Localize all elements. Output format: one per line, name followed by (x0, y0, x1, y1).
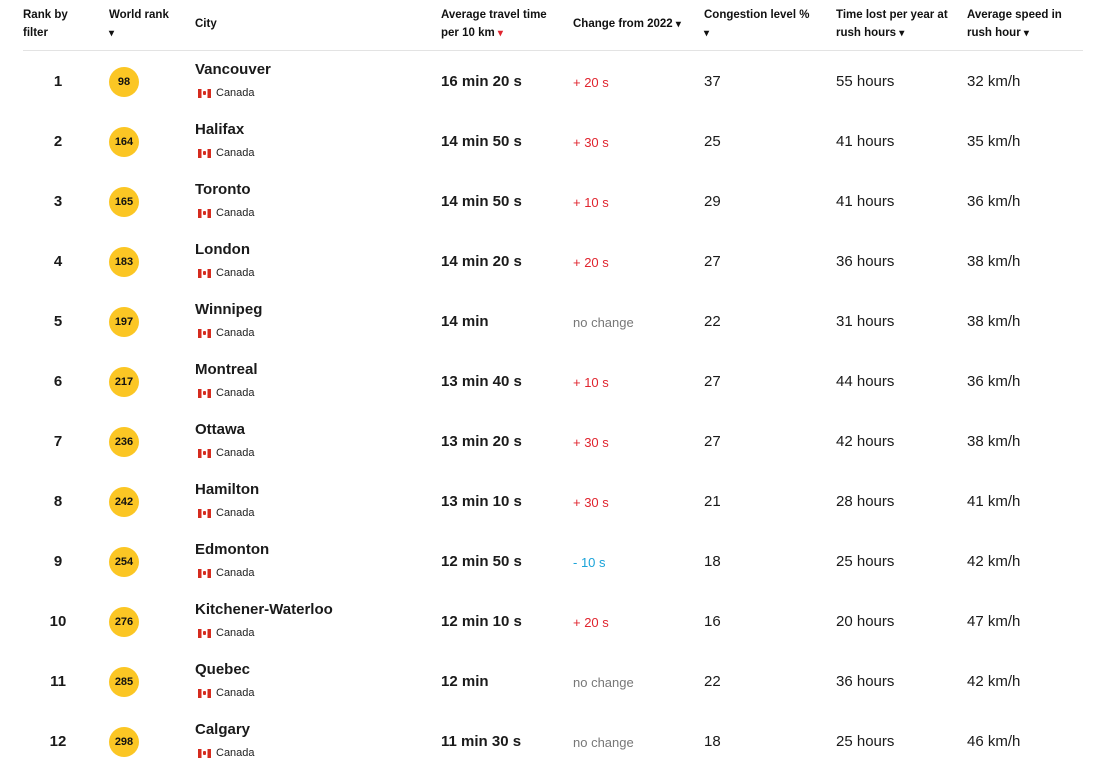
change-from-2022: + 20 s (573, 75, 609, 90)
header-time-lost[interactable] (836, 6, 961, 43)
change-from-2022: no change (573, 675, 634, 690)
country-label (198, 207, 255, 219)
header-speed-line1: Average speed in (967, 9, 1062, 21)
table-row[interactable] (23, 291, 1083, 351)
canada-flag-icon (198, 149, 211, 158)
table-row[interactable] (23, 51, 1083, 111)
country-label (198, 267, 255, 279)
table-row[interactable] (23, 351, 1083, 411)
average-travel-time: 14 min 50 s (441, 193, 522, 210)
average-speed: 38 km/h (967, 253, 1021, 270)
header-travel-line1: Average travel time (441, 9, 547, 21)
world-rank-badge: 164 (109, 127, 139, 157)
table-row[interactable] (23, 411, 1083, 471)
header-change-from-2022[interactable] (573, 15, 698, 34)
city-name[interactable]: Kitchener-Waterloo (195, 601, 333, 618)
country-name: Canada (216, 687, 255, 699)
change-from-2022: + 10 s (573, 195, 609, 210)
world-rank-badge: 236 (109, 427, 139, 457)
country-name: Canada (216, 747, 255, 759)
sort-arrow-icon: ▾ (899, 28, 905, 39)
change-from-2022: + 10 s (573, 375, 609, 390)
rank-by-filter: 4 (53, 253, 63, 270)
congestion-level: 22 (704, 313, 721, 330)
time-lost-per-year: 41 hours (836, 133, 895, 150)
rank-by-filter: 2 (53, 133, 63, 150)
city-name[interactable]: Calgary (195, 721, 251, 738)
header-change-label: Change from 2022 (573, 18, 673, 30)
rank-by-filter: 5 (53, 313, 63, 330)
city-name[interactable]: Edmonton (195, 541, 270, 558)
world-rank-badge: 285 (109, 667, 139, 697)
city-name[interactable]: Ottawa (195, 421, 246, 438)
time-lost-per-year: 31 hours (836, 313, 895, 330)
traffic-ranking-table (23, 0, 1083, 771)
time-lost-per-year: 36 hours (836, 253, 895, 270)
rank-by-filter: 6 (53, 373, 63, 390)
canada-flag-icon (198, 749, 211, 758)
world-rank-badge: 254 (109, 547, 139, 577)
change-from-2022: + 30 s (573, 435, 609, 450)
canada-flag-icon (198, 509, 211, 518)
average-speed: 38 km/h (967, 433, 1021, 450)
world-rank-badge: 242 (109, 487, 139, 517)
header-rank-line1: Rank by (23, 9, 68, 21)
congestion-level: 29 (704, 193, 721, 210)
congestion-level: 25 (704, 133, 721, 150)
average-speed: 36 km/h (967, 373, 1021, 390)
header-average-travel-time[interactable] (441, 6, 566, 43)
country-label (198, 747, 255, 759)
header-travel-line2: per 10 km (441, 27, 495, 39)
average-speed: 36 km/h (967, 193, 1021, 210)
canada-flag-icon (198, 329, 211, 338)
congestion-level: 16 (704, 613, 721, 630)
time-lost-per-year: 55 hours (836, 73, 895, 90)
country-label (198, 387, 255, 399)
average-travel-time: 14 min (441, 313, 489, 330)
time-lost-per-year: 36 hours (836, 673, 895, 690)
congestion-level: 27 (704, 373, 721, 390)
sort-arrow-icon: ▾ (1023, 28, 1029, 39)
average-travel-time: 13 min 20 s (441, 433, 522, 450)
table-row[interactable] (23, 591, 1083, 651)
header-timelost-line1: Time lost per year at (836, 9, 948, 21)
time-lost-per-year: 25 hours (836, 553, 895, 570)
table-row[interactable] (23, 471, 1083, 531)
average-travel-time: 11 min 30 s (441, 733, 522, 750)
change-from-2022: + 30 s (573, 495, 609, 510)
rank-by-filter: 12 (49, 733, 67, 750)
header-rank-by-filter[interactable] (23, 6, 103, 42)
sort-arrow-icon: ▾ (675, 19, 681, 30)
country-label (198, 507, 255, 519)
average-speed: 35 km/h (967, 133, 1021, 150)
time-lost-per-year: 41 hours (836, 193, 895, 210)
table-row[interactable] (23, 651, 1083, 711)
header-rank-line2: filter (23, 27, 48, 39)
world-rank-badge: 165 (109, 187, 139, 217)
average-travel-time: 12 min (441, 673, 489, 690)
header-world-rank-label: World rank (109, 9, 169, 21)
country-name: Canada (216, 627, 255, 639)
time-lost-per-year: 25 hours (836, 733, 895, 750)
table-row[interactable] (23, 111, 1083, 171)
average-travel-time: 16 min 20 s (441, 73, 522, 90)
country-label (198, 687, 255, 699)
table-row[interactable] (23, 171, 1083, 231)
country-label (198, 147, 255, 159)
rank-by-filter: 9 (53, 553, 63, 570)
canada-flag-icon (198, 629, 211, 638)
sort-arrow-icon: ▾ (109, 28, 115, 39)
average-travel-time: 12 min 10 s (441, 613, 522, 630)
change-from-2022: - 10 s (573, 555, 606, 570)
table-row[interactable] (23, 711, 1083, 771)
rank-by-filter: 10 (49, 613, 67, 630)
header-city-label: City (195, 18, 217, 30)
country-label (198, 87, 255, 99)
change-from-2022: no change (573, 315, 634, 330)
change-from-2022: no change (573, 735, 634, 750)
time-lost-per-year: 42 hours (836, 433, 895, 450)
header-timelost-line2: rush hours (836, 27, 897, 39)
country-name: Canada (216, 267, 255, 279)
city-name[interactable]: Halifax (195, 121, 245, 138)
country-name: Canada (216, 567, 255, 579)
sort-arrow-icon: ▾ (704, 28, 710, 39)
congestion-level: 27 (704, 433, 721, 450)
country-label (198, 327, 255, 339)
canada-flag-icon (198, 689, 211, 698)
average-travel-time: 14 min 20 s (441, 253, 522, 270)
header-world-rank[interactable] (109, 6, 189, 43)
average-speed: 47 km/h (967, 613, 1021, 630)
city-name[interactable]: Montreal (195, 361, 258, 378)
country-label (198, 627, 255, 639)
average-speed: 32 km/h (967, 73, 1021, 90)
change-from-2022: + 30 s (573, 135, 609, 150)
canada-flag-icon (198, 569, 211, 578)
city-name[interactable]: Quebec (195, 661, 251, 678)
average-speed: 41 km/h (967, 493, 1021, 510)
canada-flag-icon (198, 269, 211, 278)
active-sort-arrow-icon: ▾ (497, 28, 503, 39)
rank-by-filter: 7 (53, 433, 63, 450)
congestion-level: 37 (704, 73, 721, 90)
country-label (198, 447, 255, 459)
country-name: Canada (216, 147, 255, 159)
world-rank-badge: 217 (109, 367, 139, 397)
header-city[interactable] (195, 15, 217, 33)
average-speed: 46 km/h (967, 733, 1021, 750)
congestion-level: 22 (704, 673, 721, 690)
world-rank-badge: 183 (109, 247, 139, 277)
world-rank-badge: 298 (109, 727, 139, 757)
change-from-2022: + 20 s (573, 615, 609, 630)
world-rank-badge: 197 (109, 307, 139, 337)
rank-by-filter: 1 (53, 73, 63, 90)
city-name[interactable]: Vancouver (195, 61, 271, 78)
table-header (23, 0, 1083, 51)
canada-flag-icon (198, 449, 211, 458)
rank-by-filter: 8 (53, 493, 63, 510)
city-name[interactable]: London (195, 241, 250, 258)
country-name: Canada (216, 447, 255, 459)
change-from-2022: + 20 s (573, 255, 609, 270)
world-rank-badge: 276 (109, 607, 139, 637)
city-name[interactable]: Hamilton (195, 481, 260, 498)
average-travel-time: 13 min 40 s (441, 373, 522, 390)
average-travel-time: 14 min 50 s (441, 133, 522, 150)
country-label (198, 567, 255, 579)
rank-by-filter: 11 (50, 673, 66, 690)
table-row[interactable] (23, 231, 1083, 291)
world-rank-badge: 98 (109, 67, 139, 97)
canada-flag-icon (198, 89, 211, 98)
congestion-level: 27 (704, 253, 721, 270)
time-lost-per-year: 20 hours (836, 613, 895, 630)
time-lost-per-year: 44 hours (836, 373, 895, 390)
average-speed: 38 km/h (967, 313, 1021, 330)
table-row[interactable] (23, 531, 1083, 591)
city-name[interactable]: Winnipeg (195, 301, 263, 318)
rank-by-filter: 3 (53, 193, 63, 210)
table-body (23, 51, 1083, 771)
header-speed-line2: rush hour (967, 27, 1021, 39)
congestion-level: 21 (704, 493, 721, 510)
congestion-level: 18 (704, 553, 721, 570)
country-name: Canada (216, 87, 255, 99)
canada-flag-icon (198, 209, 211, 218)
city-name[interactable]: Toronto (195, 181, 251, 198)
country-name: Canada (216, 327, 255, 339)
average-travel-time: 12 min 50 s (441, 553, 522, 570)
average-speed: 42 km/h (967, 673, 1021, 690)
country-name: Canada (216, 207, 255, 219)
header-congestion-level[interactable] (704, 6, 829, 43)
average-speed: 42 km/h (967, 553, 1021, 570)
congestion-level: 18 (704, 733, 721, 750)
country-name: Canada (216, 507, 255, 519)
average-travel-time: 13 min 10 s (441, 493, 522, 510)
canada-flag-icon (198, 389, 211, 398)
country-name: Canada (216, 387, 255, 399)
header-average-speed[interactable] (967, 6, 1083, 43)
header-congestion-label: Congestion level % (704, 9, 810, 21)
time-lost-per-year: 28 hours (836, 493, 895, 510)
